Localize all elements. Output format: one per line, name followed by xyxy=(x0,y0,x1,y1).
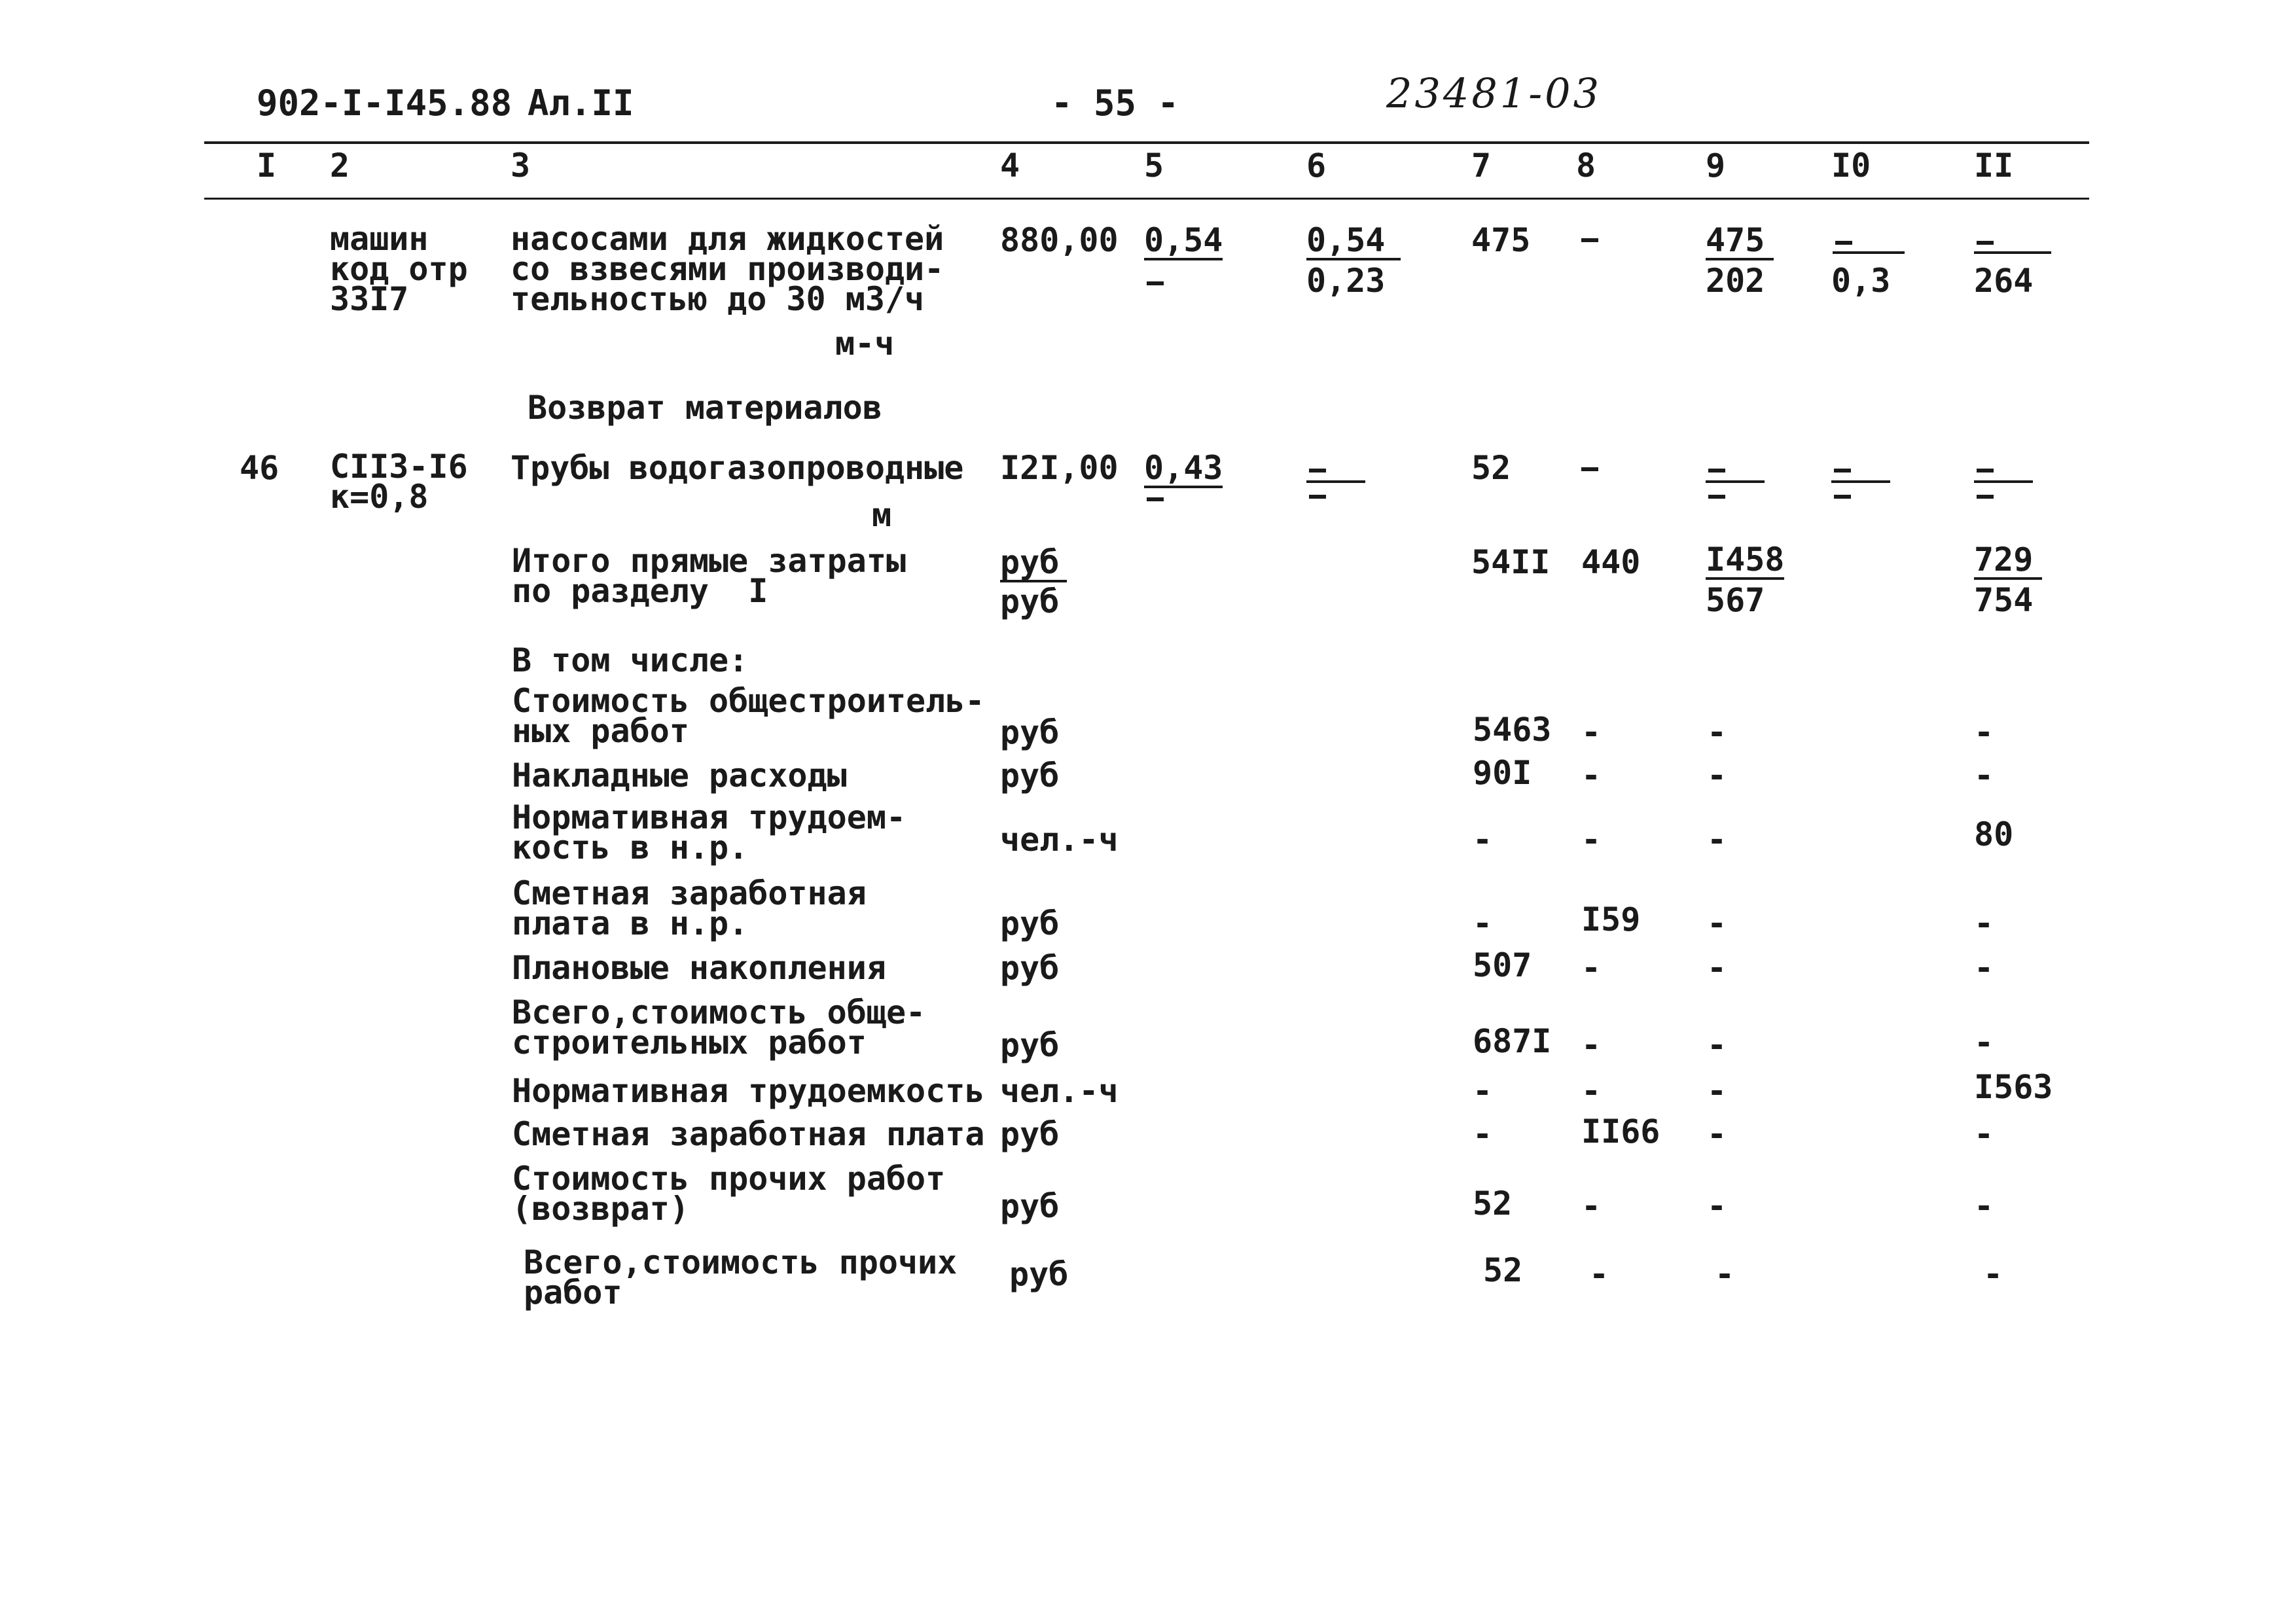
value-cell: 475 xyxy=(1471,221,1531,259)
dash-mark xyxy=(1834,495,1851,499)
value-top: 729 xyxy=(1974,543,2042,580)
dash-mark xyxy=(1977,241,1994,245)
handwritten-number: 23481-03 xyxy=(1386,69,1602,117)
value-bottom: 0,3 xyxy=(1831,262,1891,300)
summary-value: - xyxy=(1581,1026,1602,1064)
summary-value: II66 xyxy=(1581,1113,1660,1150)
album-number: Ал.II xyxy=(528,82,634,124)
unit-cell: м xyxy=(872,496,892,534)
price-cell: 880,00 xyxy=(1000,221,1119,259)
summary-value: - xyxy=(1707,949,1727,987)
column-header: I0 xyxy=(1831,147,1871,185)
summary-value: - xyxy=(1581,713,1602,751)
summary-value: 507 xyxy=(1473,946,1532,984)
column-header: I xyxy=(257,147,277,185)
value-bottom: 567 xyxy=(1706,581,1765,619)
column-header: 5 xyxy=(1144,147,1164,185)
column-header: 8 xyxy=(1576,147,1596,185)
dash-mark xyxy=(1309,469,1326,473)
fraction-line xyxy=(1833,251,1905,254)
summary-label: Сметная заработная плата в н.р. xyxy=(512,874,867,942)
row-number: 46 xyxy=(240,449,279,487)
fraction-line xyxy=(1706,480,1765,483)
document-code: 902-I-I45.88 xyxy=(257,82,512,124)
summary-label: Всего,стоимость прочих работ xyxy=(524,1243,958,1311)
summary-value: 52 xyxy=(1473,1185,1513,1222)
dash-mark xyxy=(1834,469,1851,473)
value-cell: 52 xyxy=(1471,449,1511,487)
summary-label: Нормативная трудоем- кость в н.р. xyxy=(512,798,906,866)
summary-unit: руб xyxy=(1000,713,1060,751)
dash-mark xyxy=(1581,467,1598,471)
summary-value: - xyxy=(1581,757,1602,794)
summary-value: 5463 xyxy=(1473,711,1552,749)
summary-value: - xyxy=(1581,821,1602,859)
summary-value: - xyxy=(1707,1026,1727,1064)
value-bottom: 0,23 xyxy=(1306,262,1386,300)
dash-mark xyxy=(1147,281,1164,285)
summary-value: 687I xyxy=(1473,1022,1552,1060)
summary-value: - xyxy=(1974,1187,1994,1225)
price-cell: I2I,00 xyxy=(1000,449,1119,487)
value-bottom: 754 xyxy=(1974,581,2034,619)
summary-label: Стоимость общестроитель- ных работ xyxy=(512,682,985,750)
summary-value: - xyxy=(1707,821,1727,859)
dash-mark xyxy=(1147,497,1164,501)
summary-unit: руб xyxy=(1009,1255,1069,1293)
dash-mark xyxy=(1835,241,1852,245)
column-header: II xyxy=(1974,147,2014,185)
summary-value: 80 xyxy=(1974,815,2014,853)
value-bottom: 264 xyxy=(1974,262,2034,300)
value-cell: 440 xyxy=(1581,543,1641,581)
value-top: 0,54 xyxy=(1144,221,1223,259)
summary-value: - xyxy=(1974,1024,1994,1061)
summary-label: Сметная заработная плата xyxy=(512,1115,985,1153)
summary-value: - xyxy=(1983,1255,2003,1293)
value-top: 0,43 xyxy=(1144,449,1223,487)
summary-unit: руб xyxy=(1000,904,1060,942)
unit-bottom: руб xyxy=(1000,582,1060,620)
fraction-line xyxy=(1974,251,2051,254)
unit-cell: м-ч xyxy=(835,325,895,363)
summary-label: Нормативная трудоемкость xyxy=(512,1072,985,1110)
dash-mark xyxy=(1309,495,1326,499)
value-top: 0,54 xyxy=(1306,224,1401,260)
page-number: - 55 - xyxy=(1051,82,1179,124)
summary-unit: руб xyxy=(1000,1187,1060,1225)
summary-value: - xyxy=(1581,1072,1602,1110)
summary-value: I563 xyxy=(1974,1068,2053,1106)
summary-value: - xyxy=(1473,1115,1493,1153)
column-header: 9 xyxy=(1706,147,1726,185)
summary-value: - xyxy=(1581,1187,1602,1225)
dash-mark xyxy=(1977,495,1994,499)
summary-value: - xyxy=(1974,1115,1994,1153)
summary-value: - xyxy=(1707,1072,1727,1110)
column-header: 7 xyxy=(1471,147,1492,185)
summary-value: - xyxy=(1707,1115,1727,1153)
column-header: 3 xyxy=(511,147,531,185)
summary-value: 52 xyxy=(1483,1251,1523,1289)
dash-mark xyxy=(1977,469,1994,473)
value-top: I458 xyxy=(1706,541,1785,579)
summary-value: - xyxy=(1707,713,1727,751)
summary-value: - xyxy=(1715,1255,1735,1293)
unit-top: руб xyxy=(1000,546,1067,582)
fraction-line xyxy=(1974,480,2033,483)
summary-value: - xyxy=(1707,904,1727,942)
summary-value: - xyxy=(1974,713,1994,751)
summary-unit: руб xyxy=(1000,1026,1060,1064)
summary-value: - xyxy=(1707,757,1727,794)
summary-value: - xyxy=(1974,904,1994,942)
summary-value: - xyxy=(1589,1255,1609,1293)
description-cell: насосами для жидкостей со взвесями производи- тельностью до 30 м3/ч xyxy=(511,220,944,318)
dash-mark xyxy=(1581,238,1598,242)
summary-value: - xyxy=(1974,949,1994,987)
value-top: 475 xyxy=(1706,224,1774,260)
summary-value: - xyxy=(1473,1072,1493,1110)
summary-unit: чел.-ч xyxy=(1000,1072,1119,1110)
summary-unit: руб xyxy=(1000,949,1060,987)
summary-value: - xyxy=(1473,904,1493,942)
value-cell: 54II xyxy=(1471,543,1551,581)
summary-value: - xyxy=(1581,949,1602,987)
summary-unit: руб xyxy=(1000,1115,1060,1153)
column-header: 2 xyxy=(330,147,350,185)
table-header-rule xyxy=(204,198,2089,200)
value-bottom: 202 xyxy=(1706,262,1765,300)
description-cell: Трубы водогазопроводные xyxy=(511,449,964,487)
summary-label: Накладные расходы xyxy=(512,757,847,794)
summary-value: - xyxy=(1974,757,1994,794)
summary-value: - xyxy=(1473,821,1493,859)
summary-value: I59 xyxy=(1581,901,1641,938)
summary-unit: руб xyxy=(1000,757,1060,794)
dash-mark xyxy=(1708,495,1725,499)
summary-value: - xyxy=(1707,1187,1727,1225)
code-cell: машин код отр 33I7 xyxy=(330,220,468,318)
code-cell: CII3-I6 к=0,8 xyxy=(330,448,468,516)
summary-unit: чел.-ч xyxy=(1000,821,1119,859)
fraction-line xyxy=(1306,480,1365,483)
summary-label: Стоимость прочих работ (возврат) xyxy=(512,1160,946,1228)
table-top-rule xyxy=(204,141,2089,144)
total-label: Итого прямые затраты по разделу I xyxy=(512,542,906,610)
summary-label: Плановые накопления xyxy=(512,949,886,987)
column-header: 4 xyxy=(1000,147,1020,185)
summary-label: Всего,стоимость обще- строительных работ xyxy=(512,993,926,1061)
including-label: В том числе: xyxy=(512,641,749,679)
fraction-line xyxy=(1831,480,1890,483)
summary-value: 90I xyxy=(1473,754,1532,792)
dash-mark xyxy=(1708,469,1725,473)
section-title: Возврат материалов xyxy=(528,389,882,427)
column-header: 6 xyxy=(1306,147,1327,185)
